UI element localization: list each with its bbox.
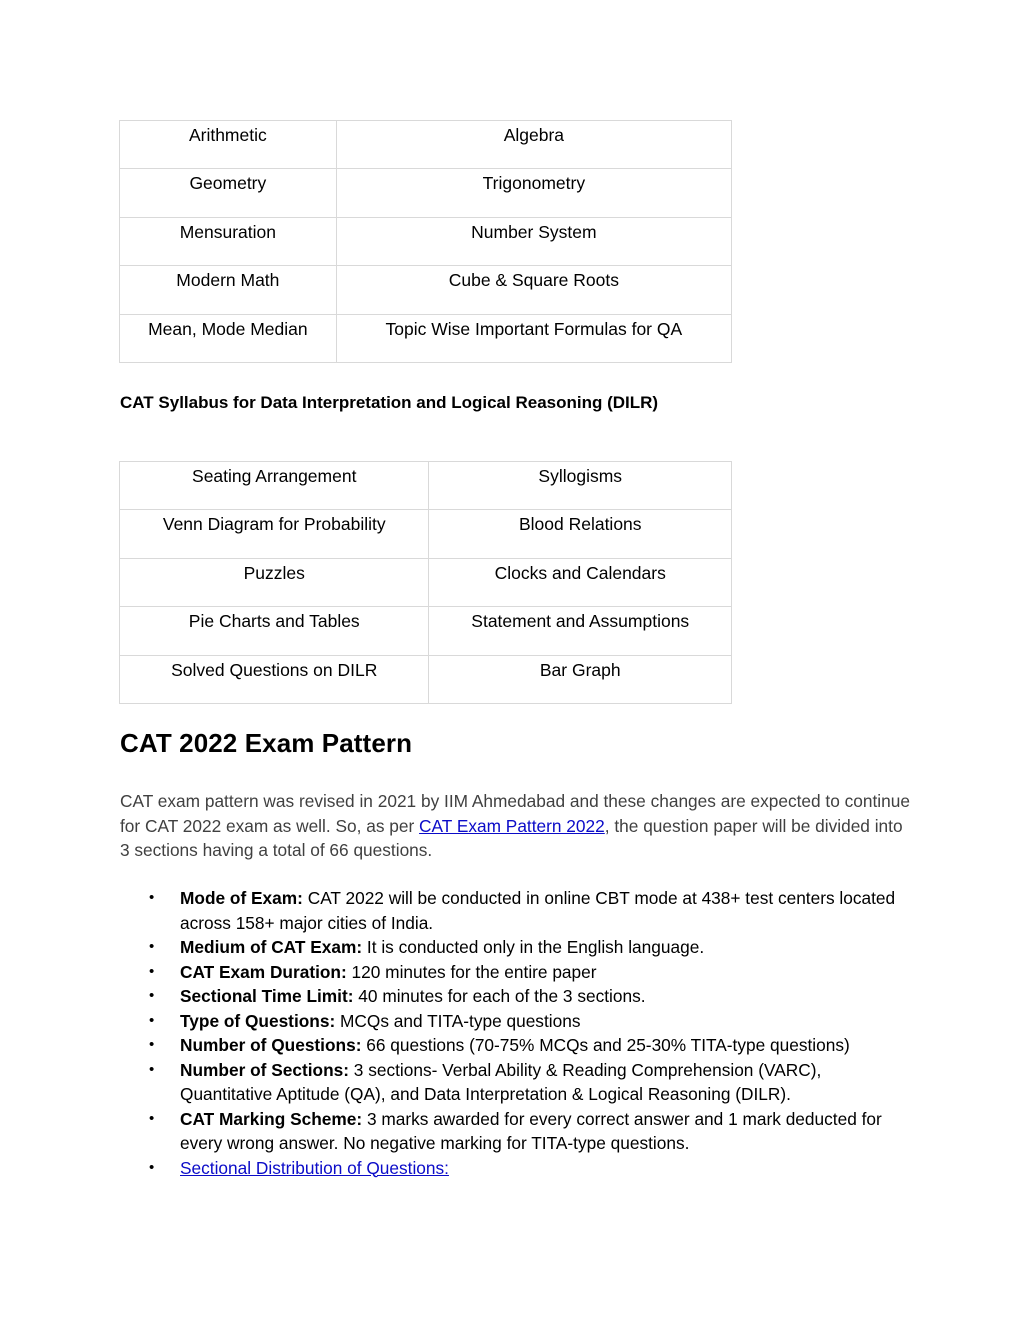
table-cell: Mensuration bbox=[120, 217, 337, 265]
table-cell: Modern Math bbox=[120, 266, 337, 314]
list-item-text: 120 minutes for the entire paper bbox=[346, 961, 597, 982]
dilr-topics-table bbox=[119, 461, 732, 704]
list-item-label: CAT Marking Scheme: bbox=[180, 1108, 363, 1129]
intro-text: CAT exam pattern was revised in 2021 by IIM Ahmedabad and these changes are expected to continue for CAT 2022 exam as well. So, as per bbox=[120, 791, 910, 836]
bullet-icon: • bbox=[149, 1158, 155, 1176]
cat-exam-pattern-link[interactable]: CAT Exam Pattern 2022 bbox=[419, 815, 605, 836]
table-cell: Syllogisms bbox=[429, 462, 732, 510]
table-row bbox=[120, 121, 732, 169]
list-item-text: It is conducted only in the English language. bbox=[362, 937, 705, 957]
table-row bbox=[120, 510, 732, 558]
table-cell: Mean, Mode Median bbox=[120, 314, 337, 362]
list-item bbox=[145, 960, 915, 985]
table-row bbox=[120, 558, 732, 606]
sectional-distribution-link[interactable]: Sectional Distribution of Questions: bbox=[180, 1157, 449, 1178]
table-cell: Geometry bbox=[120, 169, 337, 217]
bullet-icon: • bbox=[149, 1036, 155, 1053]
list-item bbox=[145, 1033, 915, 1058]
list-item bbox=[145, 886, 915, 935]
list-item bbox=[145, 1058, 915, 1107]
table-cell: Algebra bbox=[336, 121, 731, 169]
intro-text: , the question paper will be divided into 3 sections having a total of 66 questions. bbox=[120, 815, 903, 861]
table-row bbox=[120, 314, 732, 362]
bullet-icon: • bbox=[149, 987, 155, 1004]
exam-pattern-intro bbox=[120, 789, 910, 863]
list-item-label: Number of Questions: bbox=[180, 1035, 362, 1055]
table-row bbox=[120, 462, 732, 510]
list-item-label: Type of Questions: bbox=[180, 1010, 336, 1031]
table-cell: Bar Graph bbox=[429, 655, 732, 703]
table-cell: Pie Charts and Tables bbox=[120, 607, 429, 655]
table-cell: Clocks and Calendars bbox=[429, 558, 732, 606]
list-item-label: Sectional Time Limit: bbox=[180, 986, 354, 1006]
table-row bbox=[120, 266, 732, 314]
table-row bbox=[120, 607, 732, 655]
dilr-heading: CAT Syllabus for Data Interpretation and Logical Reasoning (DILR) bbox=[120, 393, 659, 412]
list-item-text: 66 questions (70-75% MCQs and 25-30% TITA-type questions) bbox=[361, 1035, 850, 1055]
list-item bbox=[145, 1107, 915, 1156]
table-cell: Topic Wise Important Formulas for QA bbox=[336, 314, 731, 362]
table-cell: Puzzles bbox=[120, 558, 429, 606]
bullet-icon: • bbox=[149, 938, 155, 955]
qa-topics-table bbox=[119, 120, 732, 363]
table-row bbox=[120, 169, 732, 217]
bullet-icon: • bbox=[149, 1011, 155, 1029]
list-item bbox=[145, 1156, 915, 1181]
table-cell: Solved Questions on DILR bbox=[120, 655, 429, 703]
list-item-text: CAT 2022 will be conducted in online CBT mode at 438+ test centers located across 158+ major cities of India. bbox=[180, 888, 896, 933]
list-item-text: 3 sections- Verbal Ability & Reading Comprehension (VARC), Quantitative Aptitude (QA), and Data Interpretation & Logical Reasoning (DILR). bbox=[180, 1059, 822, 1104]
bullet-icon: • bbox=[149, 962, 155, 980]
bullet-icon: • bbox=[149, 1060, 155, 1078]
list-item-label: Medium of CAT Exam: bbox=[180, 937, 363, 957]
exam-pattern-list bbox=[145, 886, 915, 1180]
table-cell: Trigonometry bbox=[336, 169, 731, 217]
bullet-icon: • bbox=[149, 1109, 155, 1127]
table-cell: Blood Relations bbox=[429, 510, 732, 558]
list-item-label: CAT Exam Duration: bbox=[180, 961, 347, 982]
table-cell: Arithmetic bbox=[120, 121, 337, 169]
table-cell: Seating Arrangement bbox=[120, 462, 429, 510]
table-cell: Statement and Assumptions bbox=[429, 607, 732, 655]
bullet-icon: • bbox=[149, 889, 155, 906]
table-cell: Cube & Square Roots bbox=[336, 266, 731, 314]
list-item-text: MCQs and TITA-type questions bbox=[335, 1010, 581, 1031]
list-item-text: 40 minutes for each of the 3 sections. bbox=[353, 986, 646, 1006]
list-item-text: 3 marks awarded for every correct answer and 1 mark deducted for every wrong answer. No negative marking for TITA-type questions. bbox=[180, 1108, 882, 1153]
table-row bbox=[120, 655, 732, 703]
table-cell: Venn Diagram for Probability bbox=[120, 510, 429, 558]
list-item bbox=[145, 984, 915, 1009]
table-cell: Number System bbox=[336, 217, 731, 265]
list-item-label: Number of Sections: bbox=[180, 1059, 349, 1080]
list-item bbox=[145, 1009, 915, 1034]
table-row bbox=[120, 217, 732, 265]
list-item-label: Mode of Exam: bbox=[180, 888, 303, 908]
list-item bbox=[145, 935, 915, 960]
exam-pattern-title: CAT 2022 Exam Pattern bbox=[120, 728, 413, 758]
